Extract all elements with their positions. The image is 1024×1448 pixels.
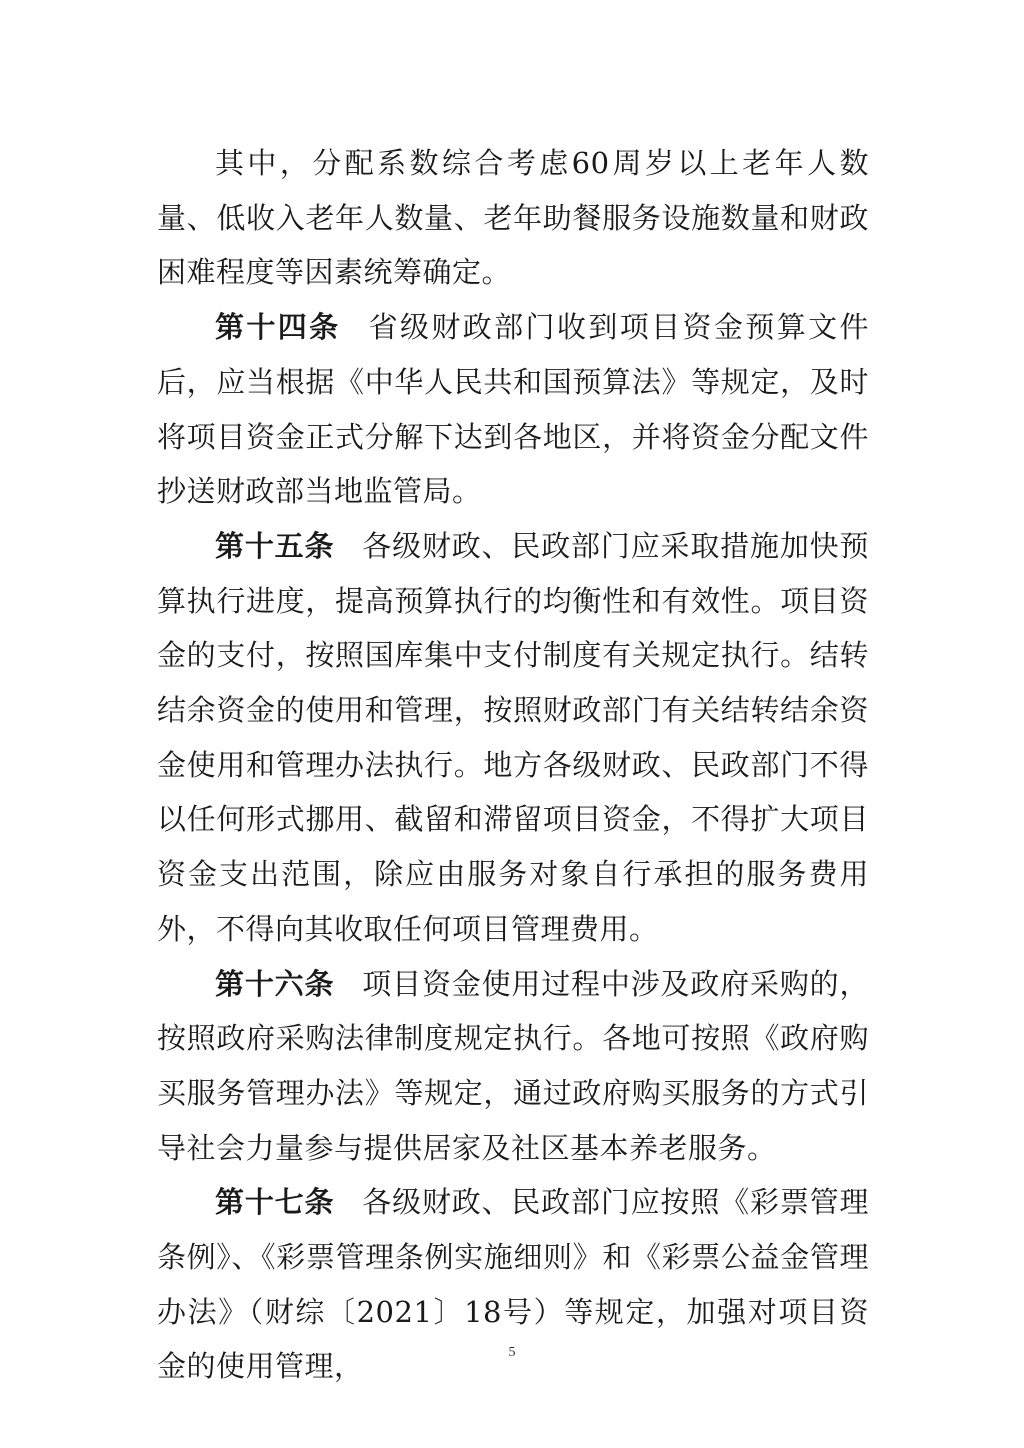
paragraph-text: 其中，分配系数综合考虑60周岁以上老年人数量、低收入老年人数量、老年助餐服务设施数量和财政困难程度等因素统筹确定。 (157, 146, 869, 290)
article-text: 各级财政、民政部门应按照《彩票管理条例》、《彩票管理条例实施细则》和《彩票公益金管理办法》（财综〔2021〕18号）等规定，加强对项目资金的使用管理， (157, 1185, 869, 1384)
article-number: 第十七条 (215, 1185, 335, 1220)
page-number: 5 (508, 1345, 516, 1360)
article-text: 省级财政部门收到项目资金预算文件后，应当根据《中华人民共和国预算法》等规定，及时将项目资金正式分解下达到各地区，并将资金分配文件抄送财政部当地监管局。 (157, 310, 869, 509)
document-page (157, 136, 869, 1394)
article-number: 第十五条 (215, 528, 335, 563)
article-17 (157, 1175, 869, 1394)
article-14 (157, 300, 869, 519)
article-number: 第十四条 (215, 310, 341, 345)
article-15 (157, 519, 869, 957)
article-text: 各级财政、民政部门应采取措施加快预算执行进度，提高预算执行的均衡性和有效性。项目资金的支付，按照国库集中支付制度有关规定执行。结转结余资金的使用和管理，按照财政部门有关结转结余资金使用和管理办法执行。地方各级财政、民政部门不得以任何形式挪用、截留和滞留项目资金，不得扩大项目资金支出范围，除应由服务对象自行承担的服务费用外，不得向其收取任何项目管理费用。 (157, 528, 869, 946)
article-16 (157, 957, 869, 1176)
paragraph-allocation-coefficient (157, 136, 869, 300)
article-text: 项目资金使用过程中涉及政府采购的，按照政府采购法律制度规定执行。各地可按照《政府购买服务管理办法》等规定，通过政府购买服务的方式引导社会力量参与提供居家及社区基本养老服务。 (157, 966, 869, 1165)
article-number: 第十六条 (215, 966, 335, 1001)
